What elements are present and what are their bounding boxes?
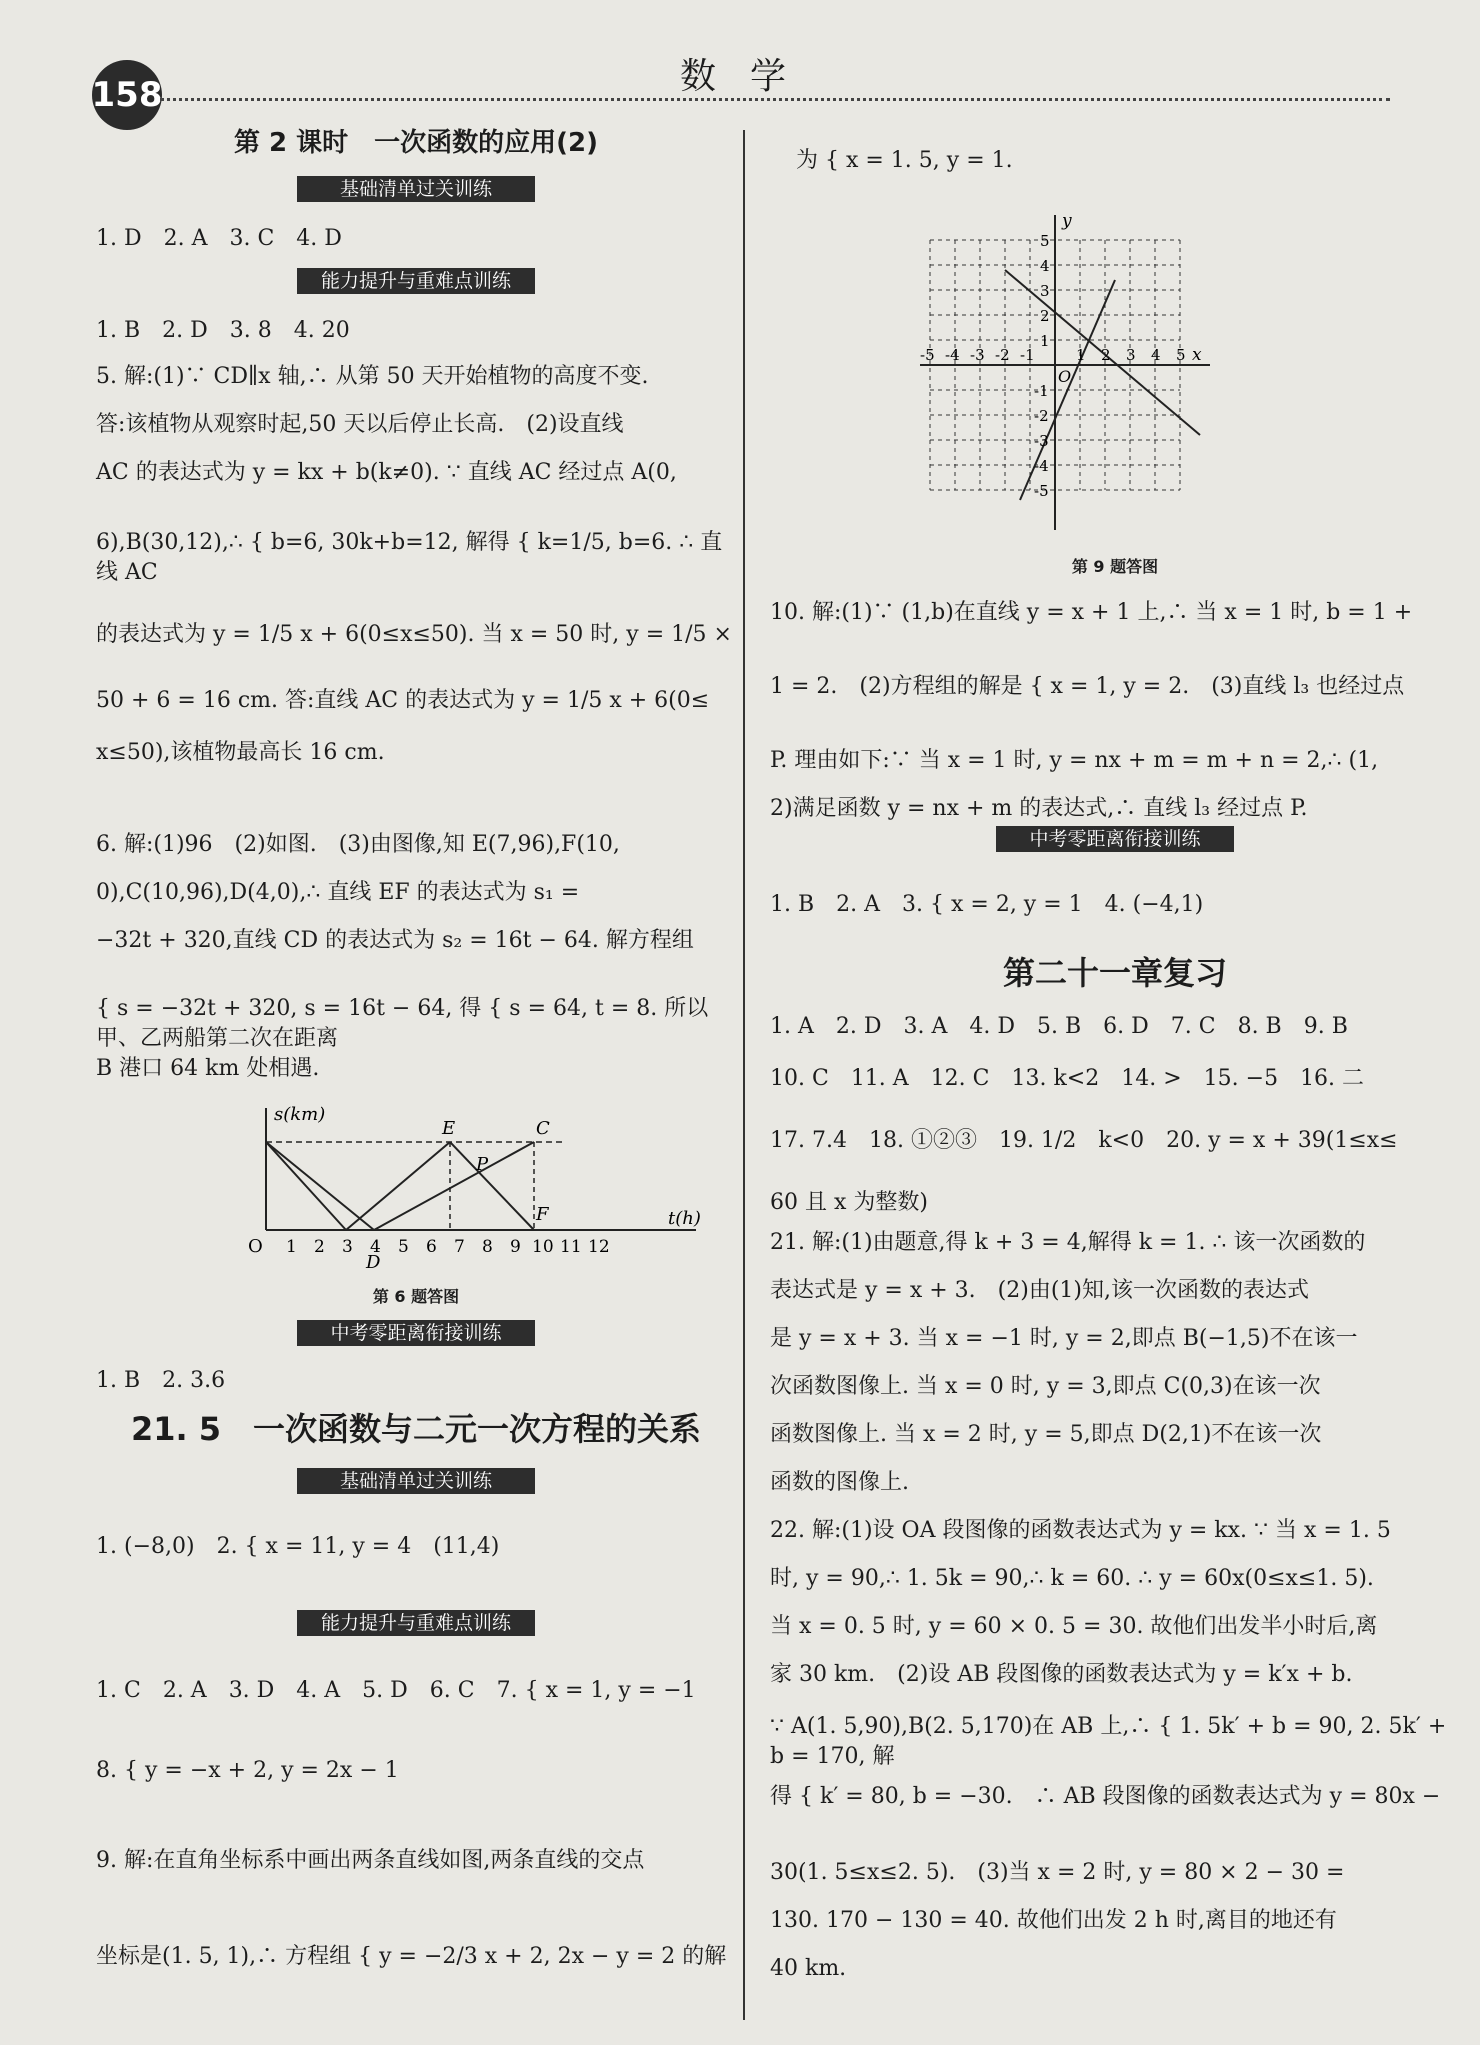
text-line: 10. C 11. A 12. C 13. k<2 14. > 15. −5 16. 二 — [770, 1066, 1365, 1091]
question-9-end: 为 { x = 1. 5, y = 1. — [796, 148, 1013, 173]
x-axis-label: t(h) — [668, 1208, 701, 1229]
tick-label: 4 — [370, 1237, 381, 1257]
tick-label: -4 — [945, 346, 960, 364]
text-line: 2)满足函数 y = nx + m 的表达式,∴ 直线 l₃ 经过点 P. — [770, 796, 1308, 821]
origin-label: O — [1058, 367, 1072, 386]
figure-6-caption: 第 6 题答图 — [372, 1287, 460, 1306]
text-line: { s = −32t + 320, s = 16t − 64, 得 { s = 64, t = 8. 所以甲、乙两船第二次在距离 — [96, 996, 709, 1051]
text-line: 17. 7.4 18. ①②③ 19. 1/2 k<0 20. y = x + 39(1≤x≤ — [770, 1128, 1398, 1153]
text-line: 时, y = 90,∴ 1. 5k = 90,∴ k = 60. ∴ y = 60x(0≤x≤1. 5). — [770, 1566, 1374, 1591]
text-line: AC 的表达式为 y = kx + b(k≠0). ∵ 直线 AC 经过点 A(0, — [96, 460, 677, 485]
text-line: 50 + 6 = 16 cm. 答:直线 AC 的表达式为 y = 1/5 x + 6(0≤ — [96, 688, 710, 713]
tick-label: 2 — [314, 1237, 325, 1257]
answers-line: 1. B 2. 3.6 — [96, 1368, 226, 1393]
question-9 — [96, 1846, 736, 1990]
answers-line: 1. D 2. A 3. C 4. D — [96, 226, 342, 251]
tick-label: -5 — [920, 346, 935, 364]
point-label-d: D — [366, 1252, 381, 1270]
text-line: 函数的图像上. — [770, 1470, 909, 1495]
tick-label: 3 — [1040, 282, 1050, 300]
text-line: −32t + 320,直线 CD 的表达式为 s₂ = 16t − 64. 解方程组 — [96, 928, 694, 953]
text-line: 5. 解:(1)∵ CD∥x 轴,∴ 从第 50 天开始植物的高度不变. — [96, 364, 649, 389]
tick-label: -2 — [1034, 407, 1049, 425]
tick-label: 1 — [1040, 332, 1050, 350]
section-band: 基础清单过关训练 — [96, 1468, 736, 1494]
text-line: 60 且 x 为整数) — [770, 1190, 928, 1215]
answers-line: 1. B 2. D 3. 8 4. 20 — [96, 318, 350, 343]
tick-label: -2 — [995, 346, 1010, 364]
question-10 — [770, 598, 1460, 842]
figure-6-graph — [236, 1100, 706, 1270]
tick-label: 9 — [510, 1237, 521, 1257]
section-band: 能力提升与重难点训练 — [96, 1610, 736, 1636]
text-line: 21. 解:(1)由题意,得 k + 3 = 4,解得 k = 1. ∴ 该一次函数的 — [770, 1230, 1366, 1255]
answers-line: 8. { y = −x + 2, y = 2x − 1 — [96, 1758, 399, 1783]
tick-label: 1 — [286, 1237, 297, 1257]
answers-line: 1. B 2. A 3. { x = 2, y = 1 4. (−4,1) — [770, 892, 1204, 917]
segment — [450, 1142, 534, 1230]
tick-label: -3 — [1034, 432, 1049, 450]
tick-label: 1 — [1076, 346, 1086, 364]
text-line: P. 理由如下:∵ 当 x = 1 时, y = nx + m = m + n = 2,∴ (1, — [770, 748, 1379, 773]
tick-label: 5 — [398, 1237, 409, 1257]
text-line: 是 y = x + 3. 当 x = −1 时, y = 2,即点 B(−1,5)不在该一 — [770, 1326, 1358, 1351]
text-line: 的表达式为 y = 1/5 x + 6(0≤x≤50). 当 x = 50 时, y = 1/5 × — [96, 622, 732, 647]
tick-label: -1 — [1020, 346, 1035, 364]
y-axis-label: s(km) — [274, 1104, 326, 1125]
x-tick-labels — [920, 346, 1186, 364]
text-line: 得 { k′ = 80, b = −30. ∴ AB 段图像的函数表达式为 y = 80x − — [770, 1784, 1441, 1809]
text-line: 130. 170 − 130 = 40. 故他们出发 2 h 时,离目的地还有 — [770, 1908, 1337, 1933]
point-label-f: F — [536, 1204, 549, 1225]
tick-label: 4 — [1151, 346, 1161, 364]
text-line: 表达式是 y = x + 3. (2)由(1)知,该一次函数的表达式 — [770, 1278, 1309, 1303]
page-number-badge: 158 — [92, 60, 162, 130]
text-line: B 港口 64 km 处相遇. — [96, 1056, 320, 1081]
origin-label: O — [248, 1236, 263, 1257]
text-line: 家 30 km. (2)设 AB 段图像的函数表达式为 y = k′x + b. — [770, 1662, 1353, 1687]
text-line: 6),B(30,12),∴ { b=6, 30k+b=12, 解得 { k=1/5, b=6. ∴ 直线 AC — [96, 530, 723, 585]
tick-label: 12 — [588, 1237, 610, 1257]
tick-label: -4 — [1034, 457, 1049, 475]
segment — [266, 1142, 374, 1230]
tick-label: 2 — [1040, 307, 1050, 325]
tick-label: 5 — [1176, 346, 1186, 364]
tick-label: -3 — [970, 346, 985, 364]
point-label-e: E — [442, 1118, 456, 1139]
text-line: 22. 解:(1)设 OA 段图像的函数表达式为 y = kx. ∵ 当 x = 1. 5 — [770, 1518, 1391, 1543]
lesson-title: 第 2 课时 一次函数的应用(2) — [233, 128, 599, 158]
section-title: 21. 5 一次函数与二元一次方程的关系 — [130, 1410, 702, 1448]
text-line: 坐标是(1. 5, 1),∴ 方程组 { y = −2/3 x + 2, 2x − y = 2 的解 — [96, 1944, 727, 1969]
text-line: 1. A 2. D 3. A 4. D 5. B 6. D 7. C 8. B 9. B — [770, 1014, 1348, 1039]
section-band: 中考零距离衔接训练 — [770, 826, 1460, 852]
text-line: 0),C(10,96),D(4,0),∴ 直线 EF 的表达式为 s₁ = — [96, 880, 580, 905]
text-line: 答:该植物从观察时起,50 天以后停止长高. (2)设直线 — [96, 412, 624, 437]
header-rule — [160, 98, 1390, 101]
text-line: 9. 解:在直角坐标系中画出两条直线如图,两条直线的交点 — [96, 1848, 645, 1873]
subject-title: 数学 — [680, 56, 821, 97]
section-band: 基础清单过关训练 — [96, 176, 736, 202]
x-tick-labels — [286, 1237, 610, 1257]
y-axis-label: y — [1062, 211, 1072, 231]
question-6 — [96, 830, 736, 1102]
tick-label: 11 — [560, 1237, 582, 1257]
text-line: 函数图像上. 当 x = 2 时, y = 5,即点 D(2,1)不在该一次 — [770, 1422, 1322, 1447]
tick-label: 7 — [454, 1237, 465, 1257]
text-line: 当 x = 0. 5 时, y = 60 × 0. 5 = 30. 故他们出发半小时后,离 — [770, 1614, 1378, 1639]
column-divider — [743, 130, 745, 2020]
tick-label: 4 — [1040, 257, 1050, 275]
tick-label: -1 — [1034, 382, 1049, 400]
text-line: 30(1. 5≤x≤2. 5). (3)当 x = 2 时, y = 80 × 2 − 30 = — [770, 1860, 1345, 1885]
text-line: 1 = 2. (2)方程组的解是 { x = 1, y = 2. (3)直线 l₃ 也经过点 — [770, 674, 1405, 699]
answers-line: 1. (−8,0) 2. { x = 11, y = 4 (11,4) — [96, 1534, 500, 1559]
point-label-c: C — [536, 1118, 550, 1139]
tick-label: 10 — [532, 1237, 554, 1257]
tick-label: 5 — [1040, 232, 1050, 250]
segment — [266, 1142, 346, 1230]
x-axis-label: x — [1192, 345, 1202, 365]
section-band: 中考零距离衔接训练 — [96, 1320, 736, 1346]
question-21 — [770, 1228, 1460, 1516]
text-line: x≤50),该植物最高长 16 cm. — [96, 740, 385, 765]
tick-label: -5 — [1034, 482, 1049, 500]
question-5 — [96, 362, 736, 786]
chapter-title: 第二十一章复习 — [1002, 954, 1227, 992]
tick-label: 2 — [1101, 346, 1111, 364]
text-line: 10. 解:(1)∵ (1,b)在直线 y = x + 1 上,∴ 当 x = 1 时, b = 1 + — [770, 600, 1413, 625]
text-line: 40 km. — [770, 1956, 847, 1981]
tick-label: 6 — [426, 1237, 437, 1257]
tick-label: 3 — [1126, 346, 1136, 364]
point-label-p: P — [476, 1154, 489, 1175]
question-22 — [770, 1516, 1460, 2002]
section-band: 能力提升与重难点训练 — [96, 268, 736, 294]
review-answers — [770, 1012, 1460, 1238]
answers-line: 1. C 2. A 3. D 4. A 5. D 6. C 7. { x = 1, y = −1 — [96, 1678, 696, 1703]
tick-label: 3 — [342, 1237, 353, 1257]
text-line: 次函数图像上. 当 x = 0 时, y = 3,即点 C(0,3)在该一次 — [770, 1374, 1321, 1399]
text-line: ∵ A(1. 5,90),B(2. 5,170)在 AB 上,∴ { 1. 5k′ + b = 90, 2. 5k′ + b = 170, 解 — [770, 1714, 1447, 1769]
text-line: 6. 解:(1)96 (2)如图. (3)由图像,知 E(7,96),F(10, — [96, 832, 620, 857]
figure-9-graph — [920, 210, 1230, 540]
figure-9-caption: 第 9 题答图 — [1071, 557, 1159, 576]
tick-label: 8 — [482, 1237, 493, 1257]
